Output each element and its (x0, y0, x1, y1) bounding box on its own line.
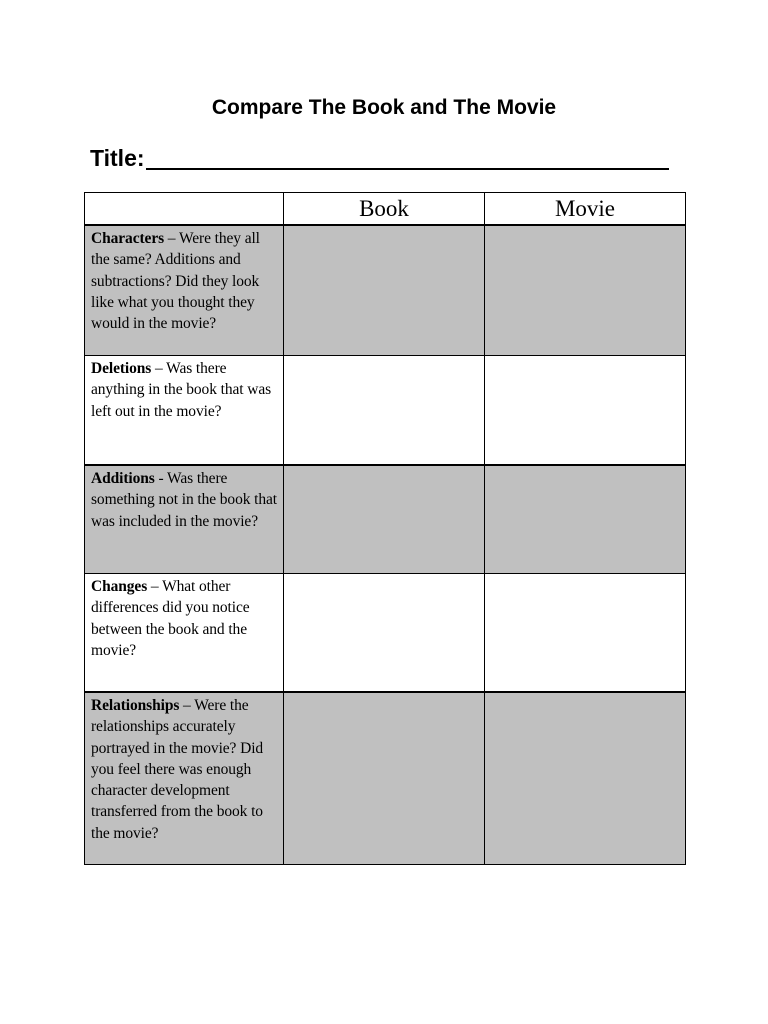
title-field (90, 143, 669, 173)
question-cell-deletions (85, 356, 284, 466)
question-cell-changes (85, 574, 284, 693)
book-answer-cell-additions[interactable] (284, 465, 485, 574)
table-row-characters (85, 225, 686, 356)
page-title: Compare The Book and The Movie (211, 96, 557, 119)
header-movie-cell: Movie (485, 193, 686, 226)
header-question-cell (85, 193, 284, 226)
movie-answer-cell-deletions[interactable] (485, 356, 686, 466)
question-term: Deletions (91, 360, 152, 377)
header-book-cell: Book (284, 193, 485, 226)
question-cell-characters (85, 225, 284, 356)
table-row-deletions (85, 356, 686, 466)
table-row-changes (85, 574, 686, 693)
question-term: Additions (91, 470, 155, 487)
question-prompt: – What other differences did you notice between the book and the movie? (91, 578, 250, 659)
movie-answer-cell-changes[interactable] (485, 574, 686, 693)
question-term: Changes (91, 578, 148, 595)
movie-answer-cell-additions[interactable] (485, 465, 686, 574)
question-prompt: – Were the relationships accurately portrayed in the movie? Did you feel there was enough character development transferred from the book to the movie? (91, 697, 264, 842)
question-cell-additions (85, 465, 284, 574)
book-answer-cell-relationships[interactable] (284, 692, 485, 865)
table-row-relationships (85, 692, 686, 865)
title-field-label: Title: (90, 145, 145, 171)
title-blank-line[interactable] (146, 144, 669, 170)
question-cell-relationships (85, 692, 284, 865)
book-answer-cell-deletions[interactable] (284, 356, 485, 466)
question-prompt: – Were they all the same? Additions and subtractions? Did they look like what you thought they would in the movie? (91, 230, 260, 333)
question-term: Characters (91, 230, 165, 247)
book-answer-cell-changes[interactable] (284, 574, 485, 693)
book-answer-cell-characters[interactable] (284, 225, 485, 356)
question-prompt: – Was there anything in the book that was left out in the movie? (91, 360, 272, 420)
movie-answer-cell-characters[interactable] (485, 225, 686, 356)
table-row-additions (85, 465, 686, 574)
table-header-row (85, 193, 686, 226)
movie-answer-cell-relationships[interactable] (485, 692, 686, 865)
question-term: Relationships (91, 697, 180, 714)
question-prompt: - Was there something not in the book that was included in the movie? (91, 470, 277, 530)
compare-table (84, 192, 686, 865)
